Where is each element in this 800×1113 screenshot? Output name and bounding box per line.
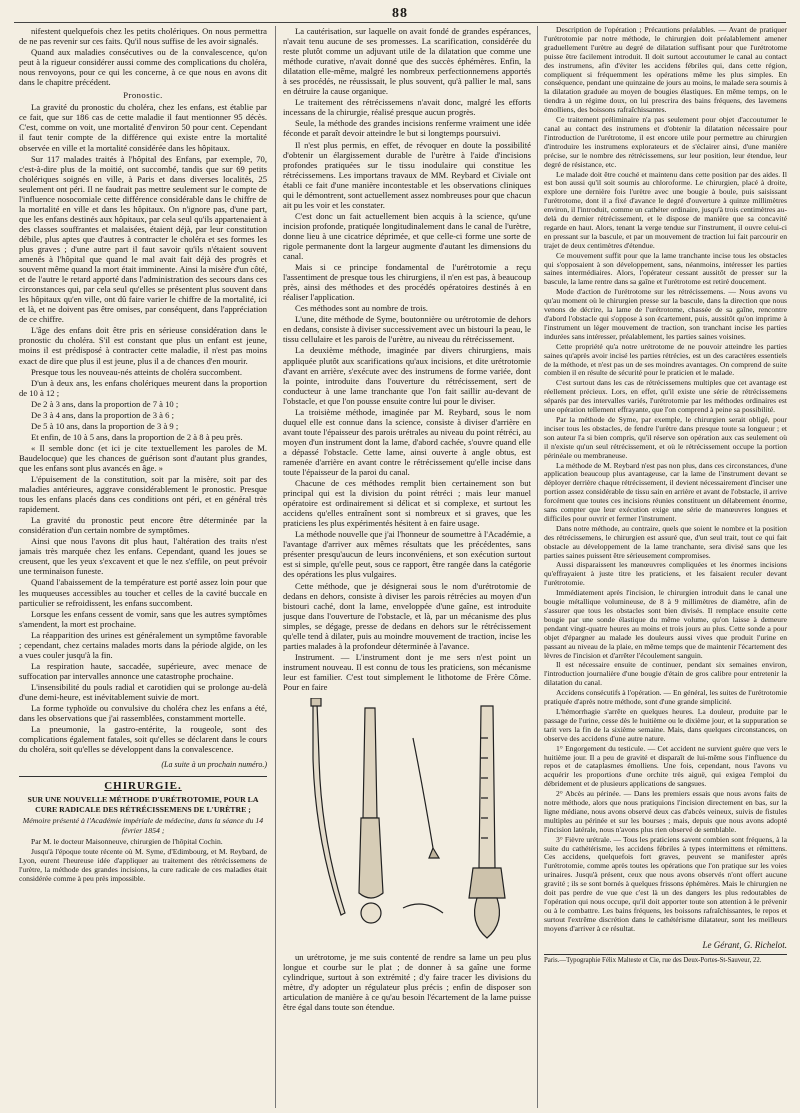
paragraph: L'âge des enfans doit être pris en sérieuse considération dans le pronostic du choléra. S'il est constant que plus un enfant est jeune, moins il est prédisposé à contracter cette maladie, il n'est pas moins exact de dire que plus il est jeune, plus il a de chances d'en mourir. xyxy=(19,325,267,366)
paragraph: Sur 117 malades traités à l'hôpital des Enfans, par exemple, 70, c'est-à-dire plus de la moitié, ont succombé, tandis que sur 69 petits cholériques soignés en ville, à Paris et dans diverses localités, 25 seulement ont péri. Il ne faudrait pas mettre seulement sur le compte de l'influence nosocomiale cette différence considérable dans le chiffre de la mortalité en ville et dans les hôpitaux. On n'ignore pas, d'une part, que les enfans destinés aux hôpitaux, par cela seul qu'ils appartenaient à des classes souffrantes et malaisées, étaient déjà, par leur constitution débile, plus aptes que d'autres à contracter le choléra et ses formes les plus graves ; d'une autre part il faut savoir qu'ils n'étaient souvent amenés à l'hôpital que quand le mal avait fait déjà des progrès et souvent même quand la mort était imminente. Ainsi la misère d'un côté, et de l'autre le retard apporté dans l'administration des secours dans ces circonstances qui, par cela seul qu'elles se présentent plus souvent dans les hôpitaux qu'en ville, ont dû faire varier le chiffre de la mortalité, ici et là, et ne doivent pas être omises, par conséquent, dans l'appréciation de ce chiffre. xyxy=(19,153,267,325)
paragraph: L'insensibilité du pouls radial et carotidien qui se prolonge au-delà d'une demi-heure, est inévitablement suivie de mort. xyxy=(19,681,267,702)
paragraph: La méthode nouvelle que j'ai l'honneur de soumettre à l'Académie, a l'avantage d'arriver aux mêmes résultats que les précédentes, sans présenter presqu'aucun de leurs inconvéniens, et son exécution surtout est si simple, qu'elle peut, sous ce rapport, être rangée dans la catégorie des opérations les plus vulgaires. xyxy=(283,529,531,580)
paragraph: La respiration haute, saccadée, supérieure, avec menace de suffocation par intervalles annonce une catastrophe prochaine. xyxy=(19,660,267,681)
paragraph: L'hémorrhagie s'arrête en quelques heures. La douleur, produite par le passage de l'urine, cesse dès le huitième ou le dixième jour, et la suppuration se tarit vers la fin de la sixième semaine. Mais, dans quelques circonstances, on observe des accidens d'une autre nature. xyxy=(544,706,787,743)
paragraph: La gravité du pronostic du choléra, chez les enfans, est établie par ce fait, que sur 186 cas de cette maladie il faut mentionner 95 décès. C'est, comme on voit, une mortalité d'environ 50 pour cent. Cependant il faut tenir compte de la différence qui existe entre la mortalité observée en ville et la mortalité considérée dans les hôpitaux. xyxy=(19,102,267,153)
page-number: 88 xyxy=(392,6,408,21)
paragraph: Le traitement des rétrécissemens n'avait donc, malgré les efforts incessans de la chirurgie, réalisé presque aucun progrès. xyxy=(283,97,531,118)
paragraph: C'est surtout dans les cas de rétrécissemens multiples que cet avantage est réellement précieux. Lors, en effet, qu'il existe une série de rétrécissemens séparés par des intervalles variés, l'urétrotomie par les méthodes ordinaires est une opération tellement effrayante, que l'on comprend à peine sa possibilité. xyxy=(544,378,787,415)
column-left xyxy=(19,26,267,1111)
paragraph: 2° Abcès au périnée. — Dans les premiers essais que nous avons faits de notre méthode, alors que nous pratiquions l'incision directement en bas, sur la ligne médiane, nous avons observé deux cas d'abcès veineux, suivis de fistules multiples au périnée et sur les bourses ; mais, depuis que nous avons adopté l'incision latérale, nous n'avons plus rien observé de semblable. xyxy=(544,789,787,834)
paragraph: Lorsque les enfans cessent de vomir, sans que les autres symptômes s'amendent, la mort est prochaine. xyxy=(19,608,267,629)
paragraph: De 3 à 4 ans, dans la proportion de 3 à 6 ; xyxy=(31,409,174,420)
paragraph: D'un à deux ans, les enfans cholériques meurent dans la proportion de 10 à 12 ; xyxy=(19,377,267,398)
paragraph: Description de l'opération ; Précautions préalables. — Avant de pratiquer l'urétrotomie par notre méthode, le chirurgien doit préalablement amener graduellement l'urètre au degré de dilatation suffisant pour que l'urétrotome puisse être facilement introduit. Il doit surtout accoutumer le canal au contact des instrumens, afin d'éviter les accidens fébriles qui, dans cette région, compliquent si fréquemment les opérations même les plus simples. En conséquence, pendant une quinzaine de jours au moins, le malade sera soumis à la dilatation graduée au moyen de bougies élastiques. En même temps, on le tiendra à un régime doux, on lui prescrira des bains fréquens, des lavemens émolliens, des boissons rafraîchissantes. xyxy=(544,26,787,115)
paragraph: C'est donc un fait actuellement bien acquis à la science, qu'une incision profonde, pratiquée longitudinalement dans le canal de l'urètre, donne lieu à une cicatrice déprimée, et que celle-ci forme une sorte de rigole permanente dont la largeur augmente d'autant les dimensions du canal. xyxy=(283,210,531,262)
urethrotome-grip xyxy=(475,898,500,938)
spring-piece xyxy=(403,904,443,913)
column-rule-1 xyxy=(275,26,276,1108)
urethrotome-handle xyxy=(359,818,383,898)
paragraph: un urétrotome, je me suis contenté de rendre sa lame un peu plus longue et courbe sur le plat ; de donner à sa gaîne une forme cylindrique, surtout à son extrémité ; d'y faire tracer les divisions du mètre, d'y adopter un régulateur plus précis ; enfin de disposer son articulation de manière à ce qu'au besoin l'écartement de la lame puisse être égal dans toute son étendue. xyxy=(283,952,531,1013)
paragraph: Quand l'abaissement de la température est porté assez loin pour que les muqueuses accessibles au toucher et celles de la cavité buccale en particulier se refroidissent, les enfans succombent. xyxy=(19,577,267,608)
column-rule-2 xyxy=(537,26,538,1108)
paragraph: De 5 à 10 ans, dans la proportion de 3 à 9 ; xyxy=(31,420,179,431)
paragraph: Et enfin, de 10 à 5 ans, dans la proportion de 2 à 8 à peu près. xyxy=(31,431,243,442)
paragraph: Ce traitement préliminaire n'a pas seulement pour objet d'accoutumer le canal au contact des instrumens et d'obtenir la dilatation nécessaire pour l'introduction de l'urétrotome, il est encore utile pour permettre au chirurgien d'introduire les instrumens explorateurs et de s'éclairer ainsi, d'une manière précise, sur le nombre des rétrécissemens, sur leur position, leur étendue, leur degré de résistance, etc. xyxy=(544,115,787,169)
author-line: Par M. le docteur Maisonneuve, chirurgien de l'hôpital Cochin. xyxy=(31,837,223,847)
paragraph: Immédiatement après l'incision, le chirurgien introduit dans le canal une bougie métallique volumineuse, de 8 à 9 millimètres de diamètre, afin de s'assurer que tous les obstacles sont bien divisés. Il remplace ensuite cette bougie par une sonde élastique du même volume, qu'on laisse à demeure pendant vingt-quatre heures au moins et trois jours au plus. Cette sonde a pour objet d'épargner au malade les douleurs aussi vives que produit l'urine en passant au niveau de la plaie, en même temps que de maintenir l'écartement des lèvres de l'incision et d'arrêter l'écoulement sanguin. xyxy=(544,588,787,660)
paragraph: 3° Fièvre urétrale. — Tous les praticiens savent combien sont fréquens, à la suite du cathétérisme, les accidens fébriles à types intermittens et rémittens. Ces accidens, quelquefois fort graves, peuvent se manifester après l'urétrotomie, comme après toutes les opérations que l'on pratique sur les voies urinaires. Jusqu'à présent, ceux que nous avons observés n'ont offert aucune gravité ; ils se sont bornés à quelques frissons éphémères. Mais le chirurgien ne doit pas perdre de vue que c'est là un des dangers les plus redoutables de l'opération qui nous occupe, qu'il doit apporter toute son attention à le prévenir ou à le combattre. Les bains fréquens, les boissons rafraîchissantes, le repos et surtout l'extrême discrétion dans le cathétérisme dilatateur, sont les meilleurs moyens d'arriver à ce résultat. xyxy=(544,834,787,933)
paragraph: 1° Engorgement du testicule. — Cet accident ne survient guère que vers le huitième jour. Il a peu de gravité et disparaît de lui-même sous l'influence du repos et de cataplasmes émolliens. Une fois, cependant, nous l'avons vu acquérir les proportions d'une orchite très aiguë, qui exigea l'emploi du débridement et de plusieurs applications de sangsues. xyxy=(544,743,787,789)
paragraph: Chacune de ces méthodes remplit bien certainement son but principal qui est la division du point rétréci ; mais leur manuel opératoire est ordinairement si délicat et si complexe, et surtout les accidens qu'elles entraînent sont si nombreux et si graves, que les praticiens les plus expérimentés hésitent à en faire usage. xyxy=(283,478,531,529)
paragraph: De 2 à 3 ans, dans la proportion de 7 à 10 ; xyxy=(31,398,179,409)
paragraph: L'épuisement de la constitution, soit par la misère, soit par des maladies antérieures, aggrave considérablement le pronostic. Presque tous les enfans placés dans ces conditions ont péri, et en général très rapidement. xyxy=(19,474,267,515)
paragraph: La gravité du pronostic peut encore être déterminée par la considération d'un certain nombre de symptômes. xyxy=(19,515,267,536)
paragraph: Mode d'action de l'urétrotome sur les rétrécissemens. — Nous avons vu qu'au moment où le chirurgien presse sur la bascule, dans la direction que nous venons de décrire, la lame de l'urétrotome, chassée de sa gaîne, rencontre d'abord l'obstacle qui s'oppose à son écartement, puis, aussitôt qu'on imprime à l'instrument un léger mouvement de traction, son tranchant incise les parties indurées sans intéresser, préalablement, les parties saines voisines. xyxy=(544,287,787,341)
paragraph: La méthode de M. Reybard n'est pas non plus, dans ces circonstances, d'une application beaucoup plus avantageuse, car la lame de l'instrument devant se déployer derrière chaque rétrécissement, il devient nécessairement d'inciser une portion assez considérable de tissu sain en arrière et avant de l'obstacle, il arrive forcément que toutes ces incisions réunies constituent un délabrement énorme, sans compter que leur exécution exige une série de manœuvres longues et difficiles pour ouvrir et fermer l'instrument. xyxy=(544,460,787,523)
paragraph: La réapparition des urines est généralement un symptôme favorable ; cependant, chez certains malades morts dans la période algide, on les a vues couler jusqu'à la fin. xyxy=(19,629,267,660)
section-title: CHIRURGIE. xyxy=(104,780,182,793)
printer-imprint: Paris.—Typographie Félix Malteste et Cie, rue des Deux-Portes-St-Sauveur, 22. xyxy=(544,954,787,965)
paragraph: L'une, dite méthode de Syme, boutonnière ou urétrotomie de dehors en dedans, consiste à diviser successivement avec un bistouri la peau, le tissu cellulaire et les parois de l'urètre, au niveau du rétrécissement. xyxy=(283,314,531,345)
urethrotome-shaft-left xyxy=(313,703,345,915)
paragraph: Seule, la méthode des grandes incisions renferme vraiment une idée féconde et paraît devoir atteindre le but si longtemps poursuivi. xyxy=(283,118,531,139)
paragraph: « Il semble donc (et ici je cite textuellement les paroles de M. Baudelocque) que les chances de guérison sont d'autant plus grandes, que les enfans sont plus avancés en âge. » xyxy=(19,442,267,473)
urethrotome-sheath xyxy=(479,706,495,868)
paragraph: Aussi disparaissent les manœuvres compliquées et les énormes incisions qu'effrayaient à juste titre les praticiens, et les faisaient reculer devant l'urétrotomie. xyxy=(544,560,787,588)
header-rule xyxy=(14,22,786,23)
paragraph: Dans notre méthode, au contraire, quels que soient le nombre et la position des rétrécissemens, le chirurgien est assuré que, d'un seul trait, tout ce qui fait obstacle au développement de la lame tranchante, sera divisé sans que les parties saines puissent être sérieusement compromises. xyxy=(544,523,787,560)
paragraph: Le malade doit être couché et maintenu dans cette position par des aides. Il est bon aussi qu'il soit soumis au chloroforme. Le chirurgien, placé à droite, explore une dernière fois l'urètre avec une bougie à boule, puis saisissant l'urétrotome, dont il a fixé d'avance le degré d'ouverture à quinze millimètres environ, il l'introduit, comme un cathéter ordinaire, jusqu'à trois centimètres au-delà du dernier rétrécissement, et le dispose de manière que sa concavité regarde en haut. Alors, tenant la verge tendue sur l'instrument, il ouvre celui-ci en pressant sur la bascule, et par un mouvement de traction lui fait parcourir en trajet de deux centimètres d'étendue. xyxy=(544,169,787,250)
paragraph: Il n'est plus permis, en effet, de révoquer en doute la possibilité d'obtenir un élargissement durable de l'urètre à l'aide d'incisions profondes pratiquées sur le tissu inodulaire qui constitue les rétrécissemens. Les importans travaux de MM. Reybard et Civiale ont établi ce fait d'une manière incontestable et les observations cliniques qui le démontrent, sont actuellement assez nombreuses pour que chacun ait pu les voir et les constater. xyxy=(283,139,531,210)
column-right xyxy=(544,26,787,1111)
paragraph: Il est nécessaire ensuite de continuer, pendant six semaines environ, l'introduction journalière d'une bougie d'étain de gros calibre pour entretenir la dilatation du canal. xyxy=(544,660,787,688)
paragraph: Ces méthodes sont au nombre de trois. xyxy=(295,303,428,314)
paragraph: La deuxième méthode, imaginée par divers chirurgiens, mais appliquée plutôt aux scarifications qu'aux incisions, et dite urétrotomie d'avant en arrière, s'exécute avec des instrumens de forme variée, dont la pointe, introduite dans l'ouverture du rétrécissement, sert de conducteur à une lame tranchante que l'on fait saillir au-devant de l'obstacle, et que l'on pousse ensuite contre lui pour le diviser. xyxy=(283,345,531,406)
urethrotome-ring xyxy=(361,903,381,923)
article-title: SUR UNE NOUVELLE MÉTHODE D'URÉTROTOMIE, POUR LA CURE RADICALE DES RÉTRÉCISSEMENS DE L'URÈTRE ; xyxy=(27,795,259,814)
paragraph: La troisième méthode, imaginée par M. Reybard, sous le nom duquel elle est connue dans la science, consiste à diviser d'arrière en avant toute l'épaisseur des parois urétrales au niveau du point rétréci, au moyen d'un instrument dont la lame, d'abord cachée, s'ouvre quand elle a dépassé l'obstacle. Cette lame, ainsi ouverte à angle obtus, est ramenée d'arrière en avant contre le rétrécissement qu'elle incise dans toute l'épaisseur de la paroi du canal. xyxy=(283,406,531,478)
paragraph: Ce mouvement suffit pour que la lame tranchante incise tous les obstacles qui s'opposaient à son développement, sans, néanmoins, intéresser les parties saines intermédiaires. Alors, l'opérateur cessant aussitôt de presser sur la bascule, la lame rentre dans sa gaîne et l'urétrotome est retiré doucement. xyxy=(544,250,787,287)
urethrotome-blade xyxy=(363,708,377,818)
urethrotome-tip-left xyxy=(311,698,321,706)
paragraph: nifestent quelquefois chez les petits cholériques. On nous permettra de ne pas revenir sur ces faits. Qu'il nous suffise de les avoir signalés. xyxy=(19,26,267,47)
paragraph: La forme typhoïde ou convulsive du choléra chez les enfans a été, dans les observations que j'ai rassemblées, constamment mortelle. xyxy=(19,703,267,724)
editor-signature: Le Gérant, G. Richelot. xyxy=(702,939,787,950)
urethrotome-drawing xyxy=(283,698,531,948)
article-subtitle: Mémoire présenté à l'Académie impériale de médecine, dans la séance du 14 février 1854 ; xyxy=(22,816,264,835)
section-separator xyxy=(19,776,267,777)
continued-note: (La suite à un prochain numéro.) xyxy=(161,760,267,770)
curved-blade-piece xyxy=(413,738,433,848)
paragraph: Presque tous les nouveau-nés atteints de choléra succombent. xyxy=(31,366,242,377)
paragraph: Quand aux maladies consécutives ou de la convalescence, qu'on peut à la rigueur considérer aussi comme des complications du choléra, nous renvoyons, pour ce qui les concerne, à ce que nous en avons dit dans le chapitre précédent. xyxy=(19,47,267,88)
paragraph: Ainsi que nous l'avons dit plus haut, l'altération des traits n'est jamais très marquée chez les enfans. Cependant, quand les joues se creusent, que les yeux s'excavent et que le nez s'effile, on peut prévoir une terminaison funeste. xyxy=(19,536,267,577)
blade-piece-tip xyxy=(429,848,439,858)
paragraph: Accidens consécutifs à l'opération. — En général, les suites de l'urétrotomie pratiquée d'après notre méthode, sont d'une grande simplicité. xyxy=(544,688,787,707)
paragraph: La pneumonie, la gastro-entérite, la rougeole, sont des complications également fatales, soit qu'elles se déclarent dans le cours du choléra, soit qu'elles se développent dans la convalescence. xyxy=(19,724,267,755)
subheading-pronostic: Pronostic. xyxy=(123,90,163,101)
paragraph: Mais si ce principe fondamental de l'urétrotomie a reçu l'assentiment de presque tous les chirurgiens, il n'en est pas, à beaucoup près, ainsi des méthodes et des procédés opératoires destinés à en réaliser l'application. xyxy=(283,262,531,303)
column-middle xyxy=(283,26,531,1111)
paragraph: La cautérisation, sur laquelle on avait fondé de grandes espérances, n'avait tenu aucune de ses promesses. La scarification, considérée du reste plutôt comme un adjuvant utile de la dilatation que comme une méthode curative, n'avait donné que des succès éphémères. Enfin, la dilatation elle-même, malgré les nombreux perfectionnemens apportés à ses procédés, ne réussissait, le plus souvent, qu'à pallier le mal, sans en détruire la cause organique. xyxy=(283,26,531,97)
paragraph: Instrument. — L'instrument dont je me sers n'est point un instrument nouveau. Il est connu de tous les praticiens, son mécanisme leur est familier. C'est tout simplement le lithotome de Frère Côme. Pour en faire xyxy=(283,651,531,692)
urethrotome-collar xyxy=(469,868,505,898)
paragraph: Cette méthode, que je désignerai sous le nom d'urétrotomie de dedans en dehors, consiste à diviser les parois rétrécies au moyen d'un bistouri caché, dont la lame, enveloppée d'une gaîne, est introduite jusque dans l'ouverture de l'obstacle, et là, par un mécanisme des plus simples, se dégage, presse de dedans en dehors sur le rétrécissement qu'elle tend à dilater, puis au moindre mouvement de traction, incise les parties malades à la profondeur déterminée à l'avance. xyxy=(283,580,531,651)
paragraph: Cette propriété qu'a notre urétrotome de ne pouvoir atteindre les parties saines qu'après avoir incisé les parties rétrécies, est un des caractères essentiels de la méthode, et n'est pas un de ses moindres avantages. On comprend de suite combien il en résulte de sécurité pour le praticien et le malade. xyxy=(544,341,787,378)
paragraph: Par la méthode de Syme, par exemple, le chirurgien serait obligé, pour inciser tous les obstacles, de fendre l'urètre dans presque toute sa longueur ; et son auteur l'a si bien compris, qu'il réserve son opération aux cas seulement où il n'existe qu'un seul rétrécissement, et où le rétrécissement occupe la portion périnéale ou membraneuse. xyxy=(544,414,787,460)
urethrotome-illustration xyxy=(283,698,531,948)
paragraph: Jusqu'à l'époque toute récente où M. Syme, d'Edimbourg, et M. Reybard, de Lyon, eurent l'heureuse idée d'appliquer au traitement des rétrécissemens de l'urètre, la méthode des grandes incisions, la cure radicale de ces maladies était considérée comme à peu près impossible. xyxy=(19,847,267,883)
